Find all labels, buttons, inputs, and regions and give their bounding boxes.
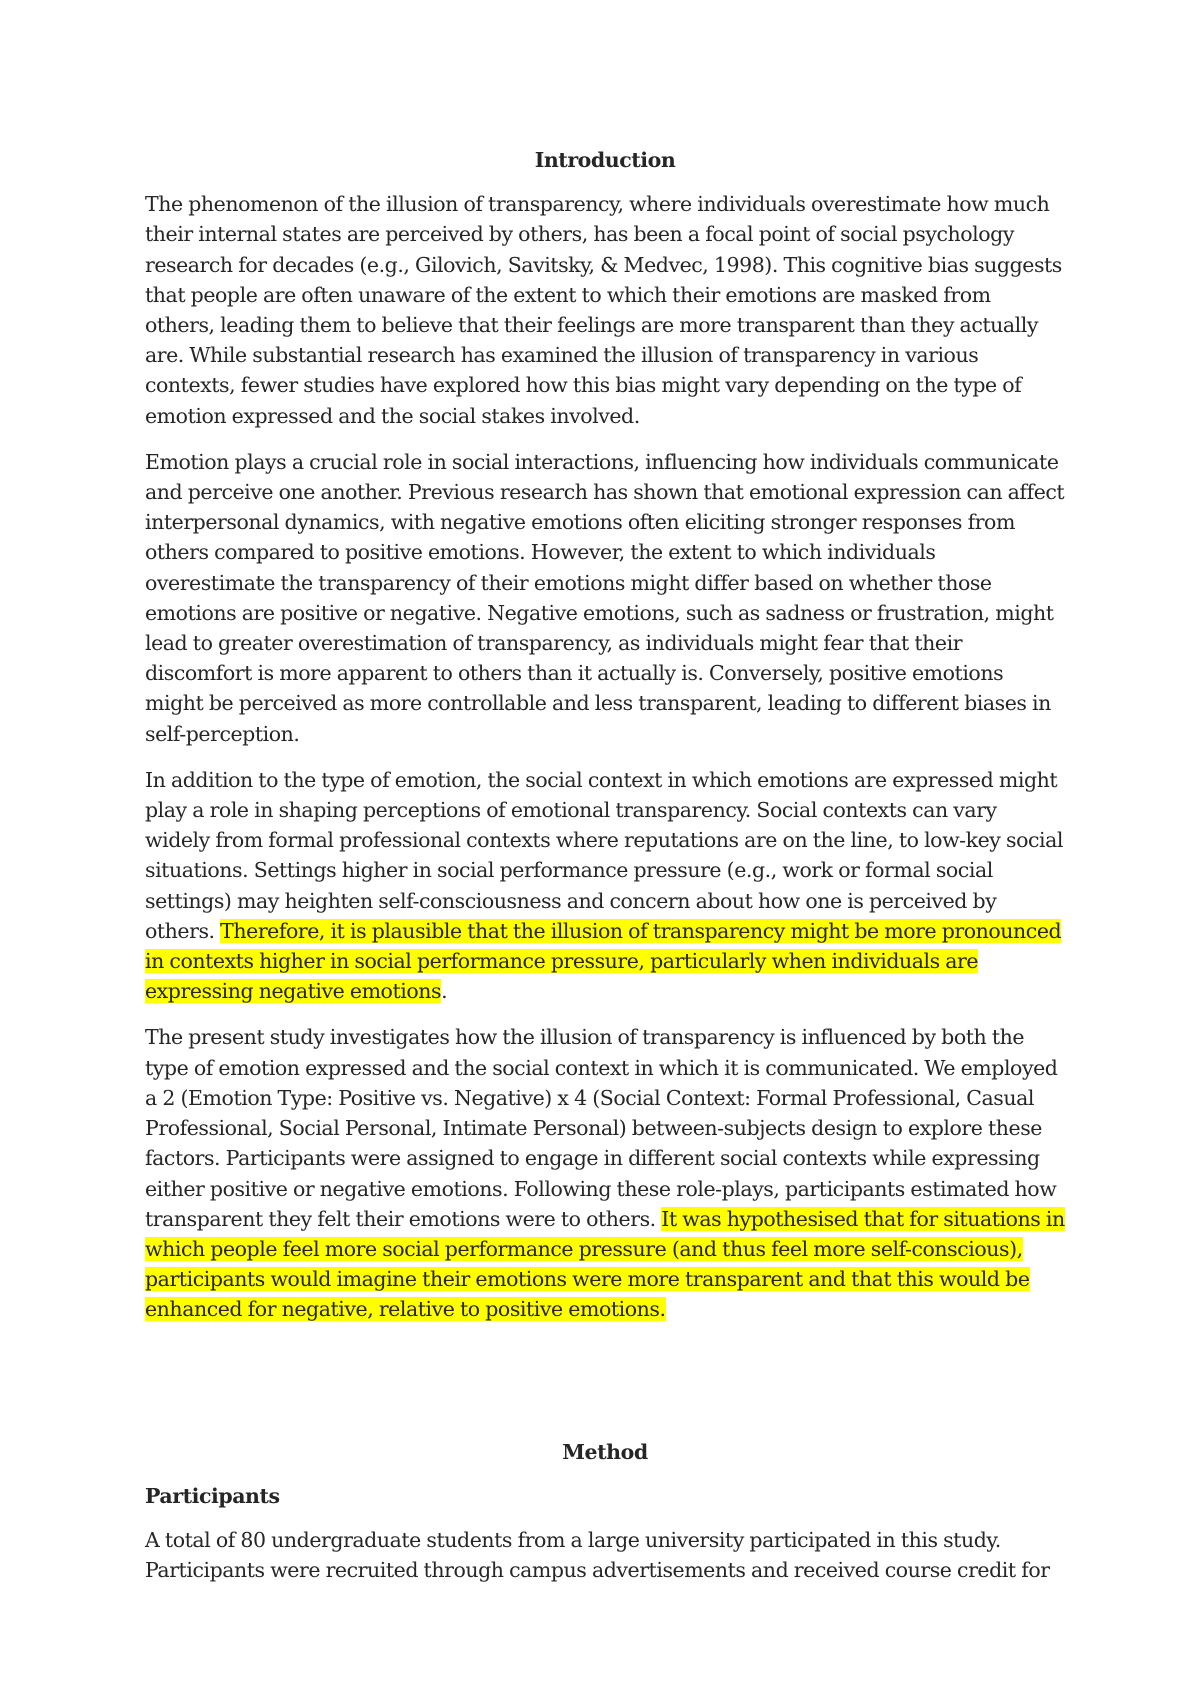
section-spacer [145, 1341, 1065, 1437]
intro-paragraph-3 [145, 765, 1065, 1007]
participants-paragraph: A total of 80 undergraduate students from a large university participated in this study. Participants were recruited through campus advertisements and received course credit for [145, 1527, 1050, 1583]
paragraph-3-highlight: Therefore, it is plausible that the illusion of transparency might be more pronounced in contexts higher in social performance pressure, particularly when individuals are expressing negative emotions [145, 918, 1062, 1004]
document-body [145, 145, 1065, 1601]
intro-paragraph-4 [145, 1022, 1065, 1324]
participants-heading: Participants [145, 1483, 280, 1508]
intro-paragraph-1: The phenomenon of the illusion of transparency, where individuals overestimate how much their internal states are perceived by others, has been a focal point of social psychology research for decades (e.g., Gilovich, Savitsky, & Medvec, 1998). This cognitive bias suggests that people are often unaware of the extent to which their emotions are masked from others, leading them to believe that their feelings are more transparent than they actually are. While substantial research has examined the illusion of transparency in various contexts, fewer studies have explored how this bias might vary depending on the type of emotion expressed and the social stakes involved. [145, 192, 1062, 428]
hypothesis-highlight: It was hypothesised that for situations in which people feel more social performance pressure (and thus feel more self-conscious), participants would imagine their emotions were more transparent and that this would be enhanced for negative, relative to positive emotions. [145, 1206, 1065, 1322]
paragraph-3-end: . [441, 979, 448, 1004]
introduction-heading: Introduction [534, 148, 676, 172]
method-heading: Method [562, 1439, 648, 1464]
paragraph-3-text: In addition to the type of emotion, the social context in which emotions are expressed might play a role in shaping perceptions of emotional transparency. Social contexts can vary widely from formal professional contexts where reputations are on the line, to low-key social situations. Settings higher in social performance pressure (e.g., work or formal social settings) may heighten self-consciousness and concern about how one is perceived by others. [145, 767, 1063, 943]
paragraph-4-text: The present study investigates how the illusion of transparency is influenced by both the type of emotion expressed and the social context in which it is communicated. We employed a 2 (Emotion Type: Positive vs. Negative) x 4 (Social Context: Formal Professional, Casual Professional, Social Personal, Intimate Personal) between-subjects design to explore these factors. Participants were assigned to engage in different social contexts while expressing either positive or negative emotions. Following these role-plays, participants estimated how transparent they felt their emotions were to others. [145, 1025, 1058, 1231]
intro-paragraph-2: Emotion plays a crucial role in social interactions, influencing how individuals communicate and perceive one another. Previous research has shown that emotional expression can affect interpersonal dynamics, with negative emotions often eliciting stronger responses from others compared to positive emotions. However, the extent to which individuals overestimate the transparency of their emotions might differ based on whether those emotions are positive or negative. Negative emotions, such as sadness or frustration, might lead to greater overestimation of transparency, as individuals might fear that their discomfort is more apparent to others than it actually is. Conversely, positive emotions might be perceived as more controllable and less transparent, leading to different biases in self-perception. [145, 449, 1065, 746]
